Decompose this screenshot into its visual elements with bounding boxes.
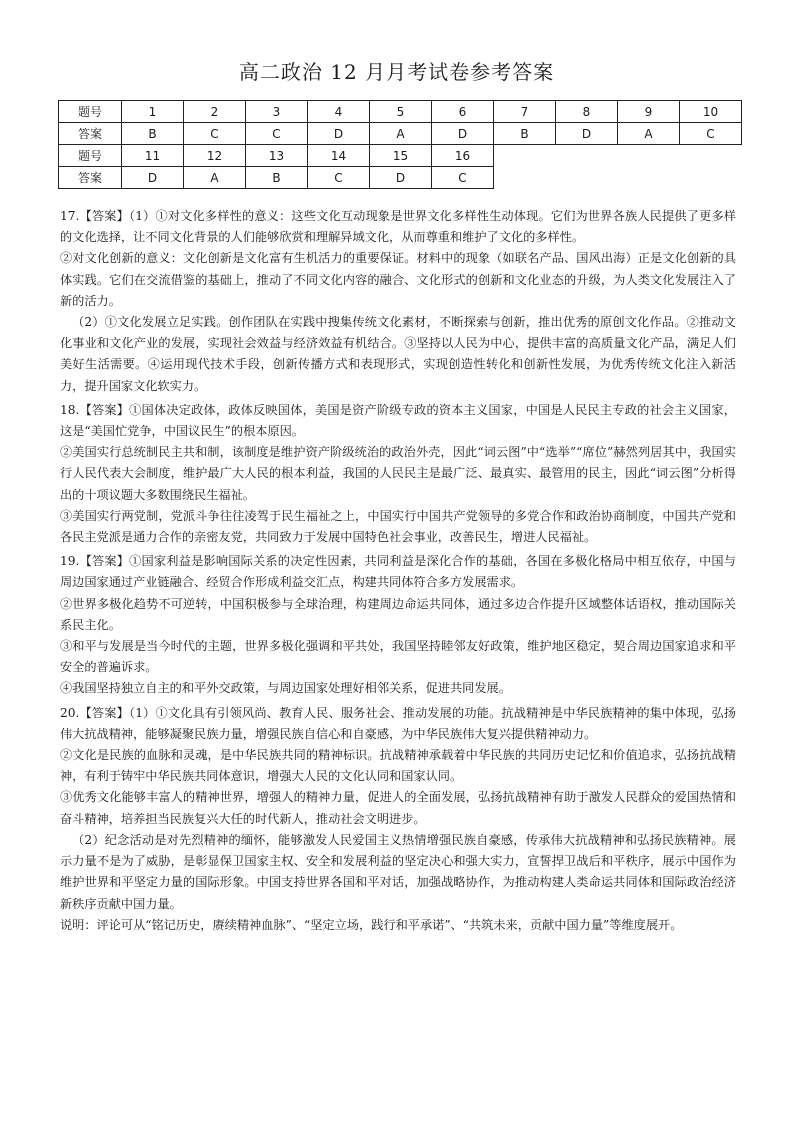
table-cell: 11 [122,145,184,167]
table-cell: 1 [122,101,184,123]
table-cell: 16 [432,145,494,167]
table-cell: B [122,123,184,145]
answer-content [60,206,736,936]
table-cell: 5 [370,101,432,123]
answer-paragraph: （2）纪念活动是对先烈精神的缅怀，能够激发人民爱国主义热情增强民族自豪感，传承伟大抗战精神和弘扬民族精神。展示力量不是为了威胁，是彰显保卫国家主权、安全和发展利益的坚定决心和强大实力，宣誓捍卫战后和平秩序，展示中国作为维护世界和平坚定力量的国际形象。中国支持世界各国和平对话，加强战略协作，为推动构建人类命运共同体和国际政治经济新秩序贡献中国力量。 [60,832,736,911]
answer-paragraph: ②对文化创新的意义：文化创新是文化富有生机活力的重要保证。材料中的现象（如联名产品、国风出海）正是文化创新的具体实践。它们在交流借鉴的基础上，推动了不同文化内容的融合、文化形式的创新和文化业态的升级，为人类文化发展注入了新的活力。 [60,251,736,308]
table-cell: 10 [680,101,742,123]
answer-paragraph: ②世界多极化趋势不可逆转，中国积极参与全球治理，构建周边命运共同体，通过多边合作提升区域整体话语权，推动国际关系民主化。 [60,596,736,632]
answer-paragraph: ④我国坚持独立自主的和平外交政策，与周边国家处理好相邻关系，促进共同发展。 [60,681,511,696]
table-cell: 4 [308,101,370,123]
answer-paragraph: 20.【答案】（1）①文化具有引领风尚、教育人民、服务社会、推动发展的功能。抗战精神是中华民族精神的集中体现，弘扬伟大抗战精神，能够凝聚民族力量，增强民族自信心和自豪感，为中华民族伟大复兴提供精神动力。 [60,705,736,741]
table-empty-cell [680,167,742,189]
table-cell: D [122,167,184,189]
answer-paragraph: ③美国实行两党制，党派斗争往往凌驾于民生福祉之上，中国实行中国共产党领导的多党合作和政治协商制度，中国共产党和各民主党派是通力合作的亲密友党，共同致力于发展中国特色社会事业，改善民生，增进人民福祉。 [60,508,736,545]
table-cell: 9 [618,101,680,123]
row-label: 答案 [59,123,122,145]
table-empty-cell [556,167,618,189]
table-empty-cell [494,145,556,167]
table-empty-cell [618,167,680,189]
page-title: 高二政治 12 月月考试卷参考答案 [238,60,555,84]
table-cell: D [370,167,432,189]
table-cell: 2 [184,101,246,123]
table-cell: D [432,123,494,145]
answer-paragraph: 17.【答案】（1）①对文化多样性的意义：这些文化互动现象是世界文化多样性生动体现。它们为世界各族人民提供了更多样的文化选择，让不同文化背景的人们能够欣赏和理解异域文化，从而尊重和维护了文化的多样性。 [60,209,736,245]
table-cell: C [432,167,494,189]
table-cell: A [370,123,432,145]
answer-paragraph: ③和平与发展是当今时代的主题，世界多极化强调和平共处，我国坚持睦邻友好政策，维护地区稳定，契合周边国家追求和平安全的普遍诉求。 [60,639,736,675]
table-empty-cell [680,145,742,167]
table-cell: 6 [432,101,494,123]
table-cell: 15 [370,145,432,167]
table-row-answer-row [59,123,742,145]
answer-paragraph: ②文化是民族的血脉和灵魂，是中华民族共同的精神标识。抗战精神承载着中华民族的共同历史记忆和价值追求，弘扬抗战精神，有利于铸牢中华民族共同体意识，增强大人民的文化认同和国家认同。 [60,748,736,784]
table-cell: D [308,123,370,145]
table-cell: D [556,123,618,145]
table-cell: B [494,123,556,145]
row-label: 题号 [59,145,122,167]
table-cell: 13 [246,145,308,167]
answer-table-body [59,101,742,189]
table-cell: C [184,123,246,145]
table-cell: 12 [184,145,246,167]
table-cell: 7 [494,101,556,123]
answer-paragraph: 18.【答案】①国体决定政体，政体反映国体，美国是资产阶级专政的资本主义国家，中国是人民民主专政的社会主义国家，这是“美国忙党争，中国议民生”的根本原因。 [60,402,736,439]
table-row-number-row [59,145,742,167]
table-empty-cell [618,145,680,167]
table-cell: 3 [246,101,308,123]
answer-table [58,100,742,189]
table-row-answer-row [59,167,742,189]
row-label: 题号 [59,101,122,123]
answer-paragraph: 说明：评论可从“铭记历史，赓续精神血脉”、“坚定立场，践行和平承诺”、“共筑未来，贡献中国力量”等维度展开。 [60,917,683,932]
table-cell: 8 [556,101,618,123]
answer-paragraph: （2）①文化发展立足实践。创作团队在实践中搜集传统文化素材，不断探索与创新，推出优秀的原创文化作品。②推动文化事业和文化产业的发展，实现社会效益与经济效益有机结合。③坚持以人民为中心，提供丰富的高质量文化产品，满足人们美好生活需要。④运用现代技术手段，创新传播方式和表现形式，实现创造性转化和创新性发展，为优秀传统文化注入新活力，提升国家文化软实力。 [60,315,736,393]
answer-paragraph: ②美国实行总统制民主共和制，该制度是维护资产阶级统治的政治外壳，因此“词云图”中“选举”“席位”赫然列居其中，我国实行人民代表大会制度，维护最广大人民的根本利益，我国的人民民主是最广泛、最真实、最管用的民主，因此“词云图”分析得出的十项议题大多数围绕民生福祉。 [60,445,736,502]
table-cell: C [680,123,742,145]
row-label: 答案 [59,167,122,189]
table-cell: B [246,167,308,189]
table-empty-cell [494,167,556,189]
table-cell: C [246,123,308,145]
table-cell: 14 [308,145,370,167]
table-cell: A [618,123,680,145]
answer-paragraph: ③优秀文化能够丰富人的精神世界，增强人的精神力量，促进人的全面发展，弘扬抗战精神有助于激发人民群众的爱国热情和奋斗精神，培养担当民族复兴大任的时代新人，推动社会文明进步。 [60,790,736,826]
table-cell: C [308,167,370,189]
table-row-number-row [59,101,742,123]
table-cell: A [184,167,246,189]
answer-paragraph: 19.【答案】①国家利益是影响国际关系的决定性因素，共同利益是深化合作的基础，各国在多极化格局中相互依存，中国与周边国家通过产业链融合、经贸合作形成利益交汇点，构建共同体符合多方发展需求。 [60,554,736,590]
table-empty-cell [556,145,618,167]
